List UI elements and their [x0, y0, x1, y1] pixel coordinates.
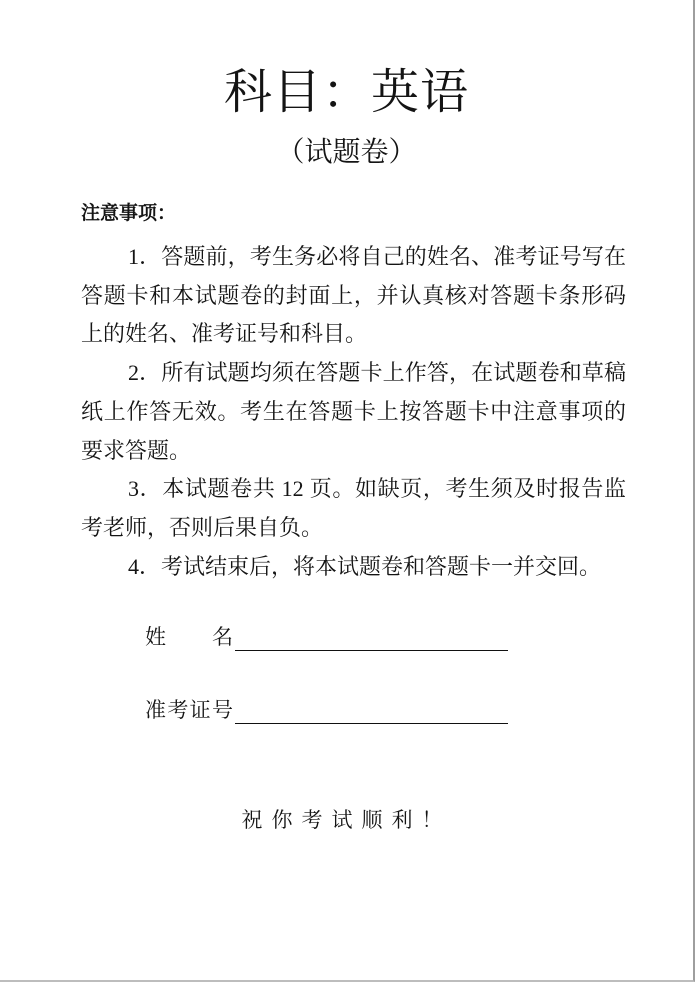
exam-id-field-blank-line [235, 697, 508, 724]
name-field-row [145, 624, 508, 651]
name-field-label: 姓名 [145, 625, 233, 649]
notice-item-1: 1．答题前，考生务必将自己的姓名、准考证号写在答题卡和本试题卷的封面上，并认真核对答题卡条形码上的姓名、准考证号和科目。 [81, 244, 626, 347]
exam-id-field-row [145, 697, 508, 724]
name-field-blank-line [235, 624, 508, 651]
notice-heading: 注意事项： [81, 203, 177, 224]
notice-list [81, 238, 626, 586]
page-title: 科目：英语 [223, 66, 469, 119]
notice-item-2: 2．所有试题均须在答题卡上作答，在试题卷和草稿纸上作答无效。考生在答题卡上按答题卡中注意事项的要求答题。 [81, 360, 626, 463]
exam-id-field-label: 准考证号 [145, 698, 233, 722]
good-luck-message: 祝你考试顺利！ [241, 808, 452, 832]
notice-item-3: 3．本试题卷共 12 页。如缺页，考生须及时报告监考老师，否则后果自负。 [81, 476, 626, 540]
notice-item-4: 4．考试结束后，将本试题卷和答题卡一并交回。 [128, 553, 602, 579]
page-subtitle: （试题卷） [276, 137, 417, 168]
